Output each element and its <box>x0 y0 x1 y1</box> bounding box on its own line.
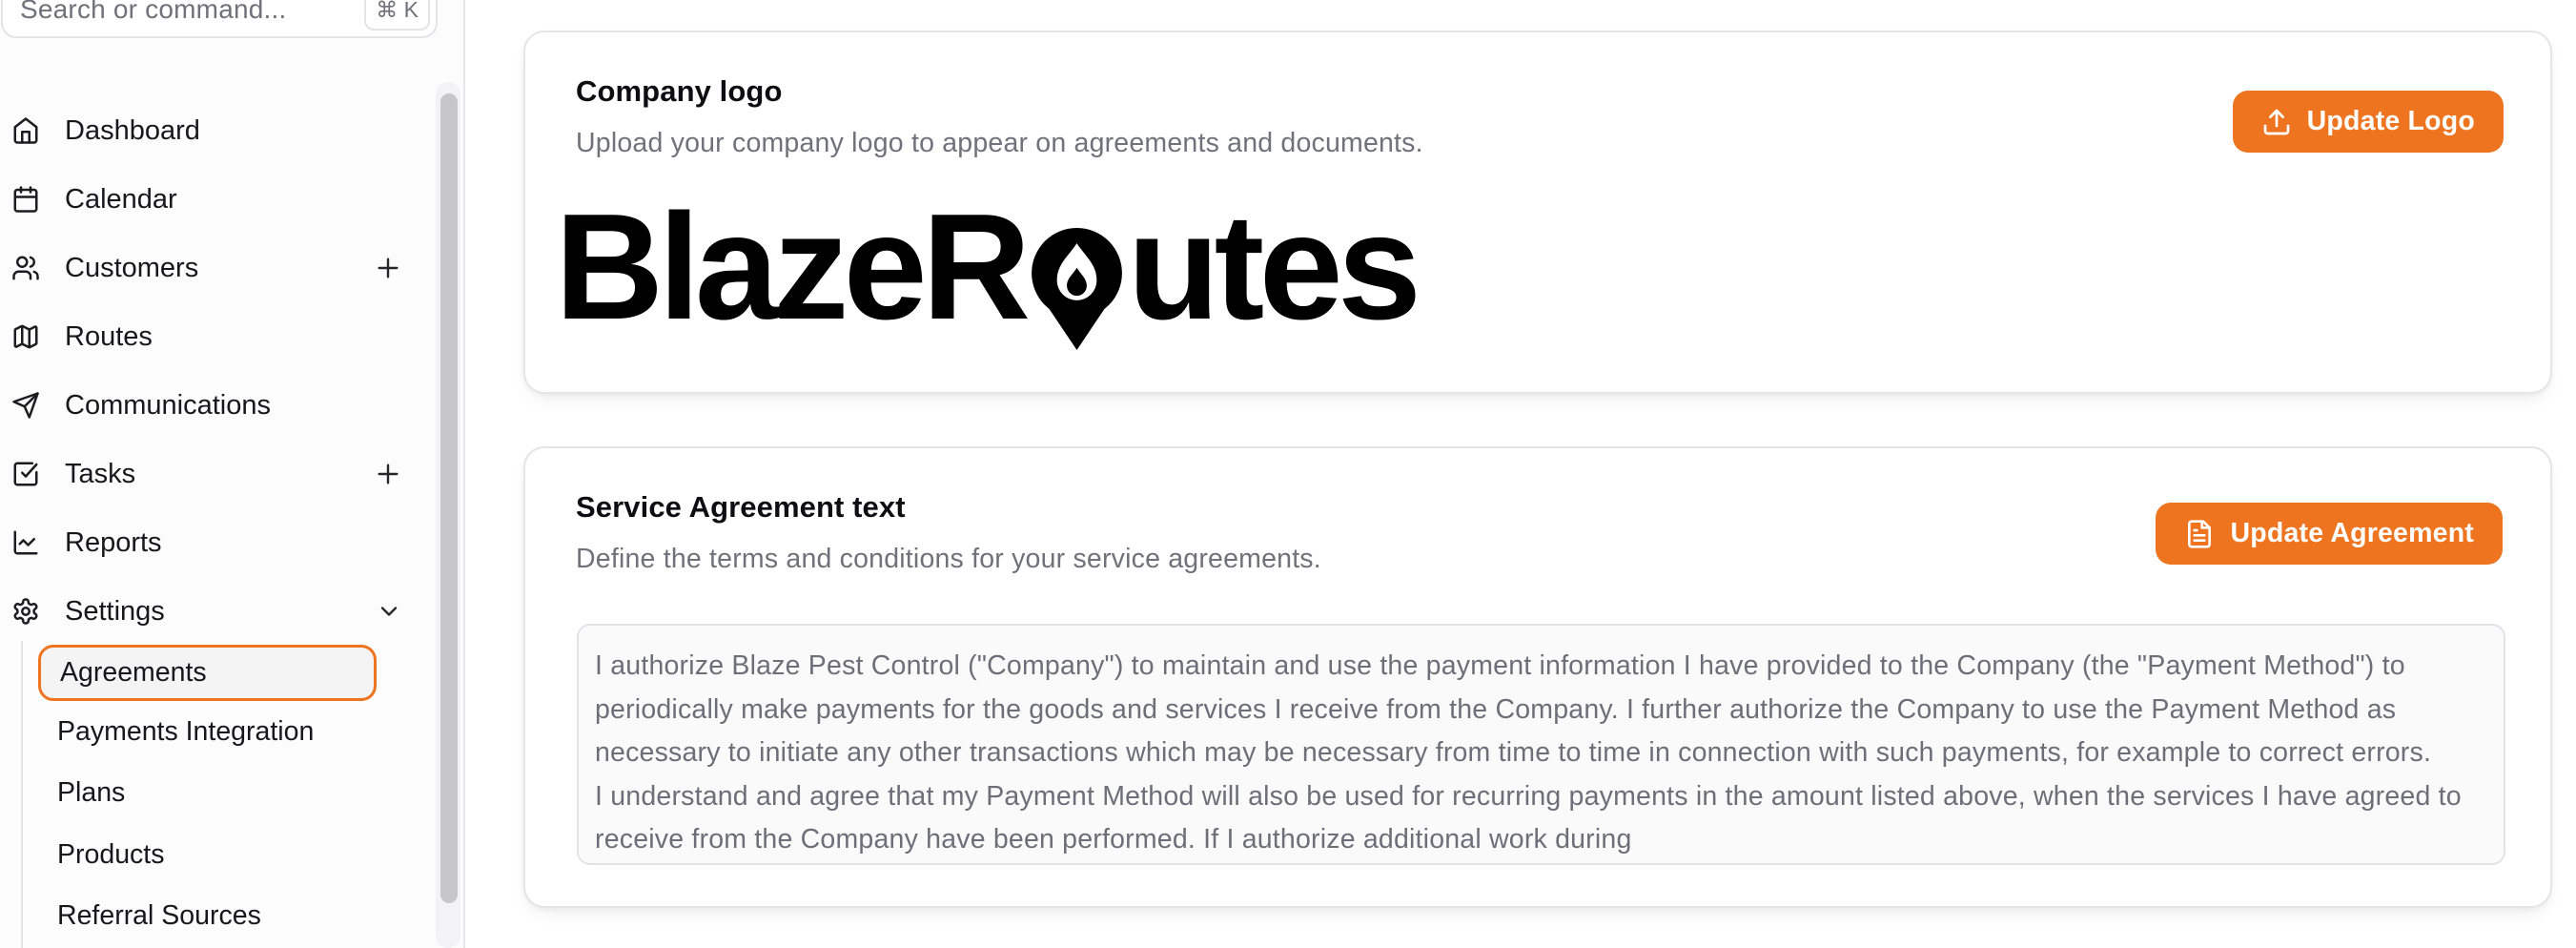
blazeroutes-logo <box>555 183 1417 351</box>
sidebar-item-label: Tasks <box>65 458 136 489</box>
settings-subnav <box>0 645 437 947</box>
sidebar-item-communications[interactable] <box>0 371 437 440</box>
chevron-down-icon[interactable] <box>376 598 402 625</box>
sidebar-item-calendar[interactable] <box>0 165 437 234</box>
service-agreement-card <box>523 446 2552 908</box>
sidebar-item-reports[interactable] <box>0 508 437 577</box>
subitem-label: Plans <box>57 777 126 809</box>
company-logo-card <box>523 31 2552 394</box>
map-icon <box>11 322 40 351</box>
update-agreement-button[interactable] <box>2156 503 2503 565</box>
check-square-icon <box>11 460 40 488</box>
sidebar-item-tasks[interactable] <box>0 440 437 508</box>
send-icon <box>11 391 40 420</box>
home-icon <box>11 116 40 145</box>
subitem-label: Products <box>57 838 165 870</box>
agreement-text-input[interactable] <box>577 624 2505 865</box>
gear-icon <box>11 597 40 626</box>
logo-text-left: BlazeR <box>555 183 1026 351</box>
company-logo-subtitle: Upload your company logo to appear on agreements and documents. <box>576 128 1423 158</box>
sidebar-item-label: Calendar <box>65 183 177 215</box>
file-text-icon <box>2184 519 2215 549</box>
sidebar-item-label: Dashboard <box>65 114 200 146</box>
sidebar-subitem-plans[interactable] <box>0 763 437 825</box>
sidebar-item-label: Reports <box>65 526 162 558</box>
sidebar <box>0 0 465 948</box>
add-task-plus-icon[interactable] <box>373 459 403 489</box>
sidebar-item-label: Communications <box>65 389 271 421</box>
calendar-icon <box>11 185 40 214</box>
keyboard-shortcut-badge: ⌘ K <box>364 0 430 31</box>
sidebar-subitem-referral-sources[interactable] <box>0 886 437 948</box>
sidebar-item-label: Customers <box>65 252 199 283</box>
subitem-label: Payments Integration <box>57 715 315 747</box>
logo-pin-o-icon <box>1032 228 1122 350</box>
users-icon <box>11 254 40 282</box>
update-logo-button[interactable] <box>2233 91 2504 153</box>
sidebar-nav <box>0 96 437 646</box>
sidebar-item-customers[interactable] <box>0 234 437 302</box>
sidebar-item-label: Settings <box>65 595 165 627</box>
sidebar-item-dashboard[interactable] <box>0 96 437 165</box>
subitem-label: Agreements <box>60 657 207 688</box>
sidebar-item-routes[interactable] <box>0 302 437 371</box>
add-customer-plus-icon[interactable] <box>373 253 403 283</box>
service-agreement-title: Service Agreement text <box>576 490 906 524</box>
logo-text-right: utes <box>1127 183 1417 351</box>
sidebar-subitem-payments-integration[interactable] <box>0 701 437 763</box>
subitem-label: Referral Sources <box>57 900 261 932</box>
upload-icon <box>2261 107 2292 137</box>
sidebar-item-settings[interactable] <box>0 577 437 646</box>
search-placeholder: Search or command... <box>20 0 287 24</box>
chart-line-icon <box>11 528 40 557</box>
sidebar-subitem-products[interactable] <box>0 824 437 886</box>
search-input[interactable] <box>1 0 438 38</box>
sidebar-subitem-agreements[interactable] <box>38 645 377 701</box>
update-agreement-label: Update Agreement <box>2230 518 2474 548</box>
company-logo-title: Company logo <box>576 74 783 108</box>
sidebar-item-label: Routes <box>65 320 153 352</box>
service-agreement-subtitle: Define the terms and conditions for your service agreements. <box>576 544 1321 574</box>
update-logo-label: Update Logo <box>2306 106 2475 136</box>
sidebar-scrollbar-thumb[interactable] <box>440 93 458 903</box>
